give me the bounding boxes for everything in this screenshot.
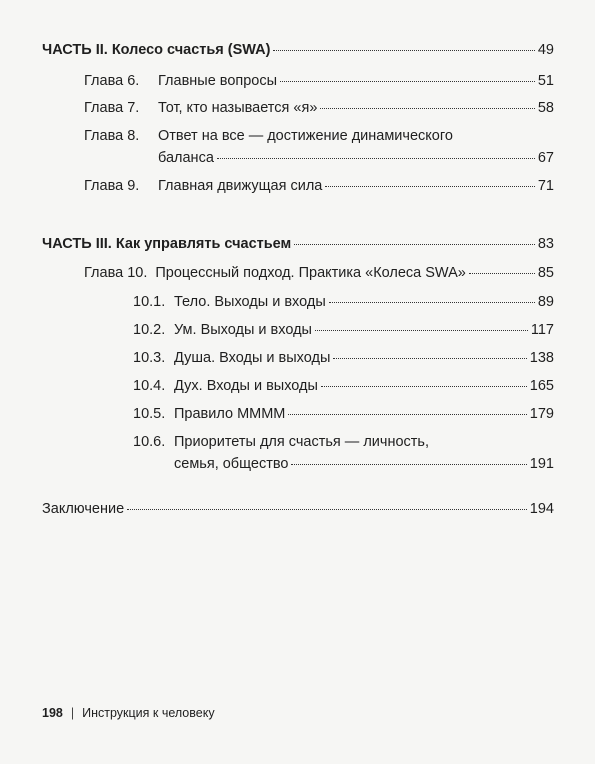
toc-section-10-6[interactable] [174, 456, 554, 472]
toc-conclusion-title: Заключение [42, 501, 125, 517]
toc-chapter-9-label: Глава 9. [84, 178, 140, 194]
dot-leader [329, 302, 535, 303]
toc-chapter-7-label: Глава 7. [84, 100, 140, 116]
toc-chapter-6-page: 51 [537, 73, 554, 89]
toc-chapter-10-label: Глава 10. [84, 265, 148, 281]
toc-part-3-title: ЧАСТЬ III. Как управлять счастьем [42, 236, 292, 252]
toc-section-10-3[interactable] [174, 350, 554, 366]
toc-chapter-6-title: Главные вопросы [158, 73, 278, 89]
toc-chapter-10[interactable] [84, 265, 554, 281]
toc-chapter-8[interactable] [158, 150, 554, 166]
toc-section-10-5[interactable] [174, 406, 554, 422]
dot-leader [294, 244, 535, 245]
toc-section-10-1-page: 89 [537, 294, 554, 310]
toc-conclusion-page: 194 [529, 501, 554, 517]
toc-chapter-8-title-line2: баланса [158, 150, 214, 166]
toc-section-10-1-title: Тело. Выходы и входы [174, 294, 326, 310]
toc-chapter-7-title: Тот, кто называется «я» [158, 100, 318, 116]
dot-leader [469, 273, 535, 274]
toc-chapter-9-page: 71 [537, 178, 554, 194]
toc-chapter-10-page: 85 [537, 265, 554, 281]
dot-leader [333, 358, 526, 359]
toc-section-10-3-title: Душа. Входы и выходы [174, 350, 331, 366]
dot-leader [291, 464, 526, 465]
toc-section-10-2[interactable] [174, 322, 554, 338]
toc-section-10-2-title: Ум. Выходы и входы [174, 322, 312, 338]
toc-section-10-6-title-line2: семья, общество [174, 456, 289, 472]
toc-section-10-6-page: 191 [529, 456, 554, 472]
toc-section-10-2-num: 10.2. [133, 322, 166, 338]
dot-leader [315, 330, 528, 331]
toc-section-10-2-page: 117 [530, 322, 554, 338]
toc-section-10-1-num: 10.1. [133, 294, 166, 310]
footer-separator: | [70, 706, 75, 720]
dot-leader [320, 108, 534, 109]
dot-leader [217, 158, 535, 159]
toc-section-10-6-title-line1: Приоритеты для счастья — личность, [174, 434, 429, 450]
dot-leader [325, 186, 535, 187]
dot-leader [321, 386, 527, 387]
toc-section-10-3-num: 10.3. [133, 350, 166, 366]
dot-leader [127, 509, 527, 510]
toc-part-2-title: ЧАСТЬ II. Колесо счастья (SWA) [42, 42, 271, 58]
page-footer [42, 706, 215, 720]
toc-chapter-9[interactable] [158, 178, 554, 194]
toc-part-2[interactable] [42, 42, 554, 58]
toc-section-10-5-page: 179 [529, 406, 554, 422]
toc-section-10-4-title: Дух. Входы и выходы [174, 378, 318, 394]
toc-chapter-10-title: Процессный подход. Практика «Колеса SWA» [155, 265, 466, 281]
toc-section-10-5-title: Правило ММММ [174, 406, 286, 422]
toc-part-2-page: 49 [537, 42, 554, 58]
toc-chapter-8-page: 67 [537, 150, 554, 166]
toc-section-10-5-num: 10.5. [133, 406, 166, 422]
toc-part-3[interactable] [42, 236, 554, 252]
toc-section-10-6-num: 10.6. [133, 434, 166, 450]
dot-leader [288, 414, 526, 415]
toc-conclusion[interactable] [42, 501, 554, 517]
dot-leader [273, 50, 534, 51]
toc-chapter-7-page: 58 [537, 100, 554, 116]
toc-chapter-9-title: Главная движущая сила [158, 178, 323, 194]
toc-chapter-8-title-line1: Ответ на все — достижение динамического [158, 128, 453, 144]
toc-part-3-page: 83 [537, 236, 554, 252]
page-number: 198 [42, 706, 63, 720]
toc-chapter-7[interactable] [158, 100, 554, 116]
toc-chapter-8-label: Глава 8. [84, 128, 140, 144]
toc-section-10-4-page: 165 [529, 378, 554, 394]
book-title: Инструкция к человеку [82, 706, 215, 720]
toc-section-10-1[interactable] [174, 294, 554, 310]
toc-chapter-6[interactable] [158, 73, 554, 89]
toc-section-10-3-page: 138 [529, 350, 554, 366]
toc-chapter-6-label: Глава 6. [84, 73, 140, 89]
toc-section-10-4-num: 10.4. [133, 378, 166, 394]
toc-section-10-4[interactable] [174, 378, 554, 394]
dot-leader [280, 81, 535, 82]
